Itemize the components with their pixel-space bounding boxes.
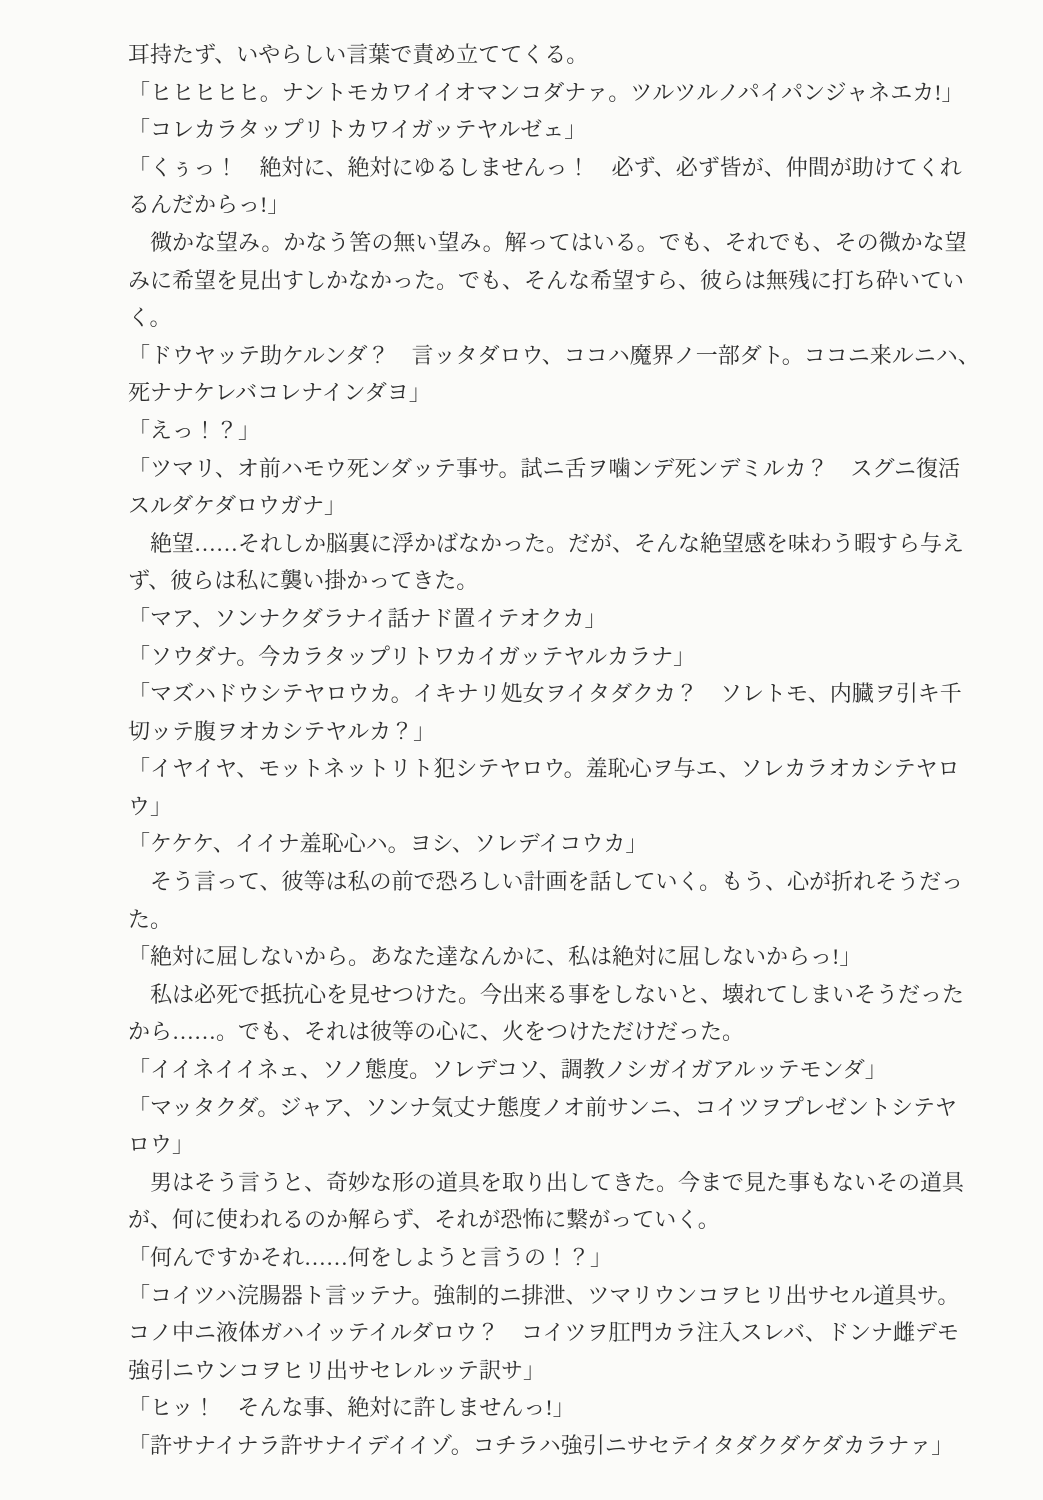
text-line: 「何んですかそれ……何をしようと言うの！？」 xyxy=(128,1245,613,1270)
text-line: く。 xyxy=(128,305,172,331)
text-line: 「許サナイナラ許サナイデイイゾ。コチラハ強引ニサセテイタダクダケダカラナァ」 xyxy=(128,1432,954,1458)
text-line: ウ」 xyxy=(128,793,173,819)
text-line: 「イヤイヤ、モットネットリト犯シテヤロウ。羞恥心ヲ与エ、ソレカラオカシテヤロ xyxy=(128,756,960,782)
text-line: 「マズハドウシテヤロウカ。イキナリ処女ヲイタダクカ？ ソレトモ、内臓ヲ引キ千 xyxy=(128,681,962,707)
text-line: が、何に使われるのか解らず、それが恐怖に繋がっていく。 xyxy=(128,1207,720,1233)
text-line: 「ソウダナ。今カラタップリトワカイガッテヤルカラナ」 xyxy=(128,643,696,669)
text-line: コノ中ニ液体ガハイッテイルダロウ？ コイツヲ肛門カラ注入スレバ、ドンナ雌デモ xyxy=(128,1320,959,1346)
text-line: 「絶対に屈しないから。あなた達なんかに、私は絶対に屈しないからっ!」 xyxy=(128,944,862,970)
text-line: た。 xyxy=(128,906,173,932)
text-line: 「えっ！？」 xyxy=(128,417,261,443)
text-line: 強引ニウンコヲヒリ出サセレルッテ訳サ」 xyxy=(128,1357,546,1383)
text-line: から……。でも、それは彼等の心に、火をつけただけだった。 xyxy=(128,1019,745,1045)
text-line: 絶望……それしか脳裏に浮かばなかった。だが、そんな絶望感を味わう暇すら与え xyxy=(128,530,965,556)
text-line: 「イイネイイネェ、ソノ態度。ソレデコソ、調教ノシガイガアルッテモンダ」 xyxy=(128,1057,887,1083)
text-line: 「くぅっ！ 絶対に、絶対にゆるしませんっ！ 必ず、必ず皆が、仲間が助けてくれ xyxy=(128,154,962,180)
text-line: 「ドウヤッテ助ケルンダ？ 言ッタダロウ、ココハ魔界ノ一部ダト。ココニ来ルニハ、 xyxy=(128,342,980,368)
text-line: 微かな望み。かなう筈の無い望み。解ってはいる。でも、それでも、その微かな望 xyxy=(128,229,967,255)
text-line: 「マッタクダ。ジャア、ソンナ気丈ナ態度ノオ前サンニ、コイツヲプレゼントシテヤ xyxy=(128,1094,957,1120)
text-line: 「コレカラタップリトカワイガッテヤルゼェ」 xyxy=(128,117,587,143)
text-line: ず、彼らは私に襲い掛かってきた。 xyxy=(128,568,479,594)
text-line: 「マア、ソンナクダラナイ話ナド置イテオクカ」 xyxy=(128,605,607,631)
text-line: 耳持たず、いやらしい言葉で責め立ててくる。 xyxy=(128,42,589,67)
text-line: スルダケダロウガナ」 xyxy=(128,493,347,519)
text-line: そう言って、彼等は私の前で恐ろしい計画を話していく。もう、心が折れそうだっ xyxy=(128,869,964,895)
text-line: 男はそう言うと、奇妙な形の道具を取り出してきた。今まで見た事もないその道具 xyxy=(128,1169,965,1195)
text-line: みに希望を見出すしかなかった。でも、そんな希望すら、彼らは無残に打ち砕いてい xyxy=(128,267,965,293)
text-line: 「ケケケ、イイナ羞恥心ハ。ヨシ、ソレデイコウカ」 xyxy=(128,831,648,857)
text-line: 「ヒッ！ そんな事、絶対に許しませんっ!」 xyxy=(128,1395,575,1421)
text-line: るんだからっ!」 xyxy=(128,192,290,218)
text-block xyxy=(128,36,1000,1465)
text-line: 私は必死で抵抗心を見せつけた。今出来る事をしないと、壊れてしまいそうだった xyxy=(128,981,965,1007)
text-line: 「ツマリ、オ前ハモウ死ンダッテ事サ。試ニ舌ヲ噛ンデ死ンデミルカ？ スグニ復活 xyxy=(128,455,961,481)
text-line: ロウ」 xyxy=(128,1132,195,1158)
text-line: 「コイツハ浣腸器ト言ッテナ。強制的ニ排泄、ツマリウンコヲヒリ出サセル道具サ。 xyxy=(128,1282,960,1308)
text-line: 切ッテ腹ヲオカシテヤルカ？」 xyxy=(128,718,436,744)
text-line: 「ヒヒヒヒヒ。ナントモカワイイオマンコダナァ。ツルツルノパイパンジャネエカ!」 xyxy=(128,79,964,105)
text-line: 死ナナケレバコレナインダヨ」 xyxy=(128,380,431,406)
